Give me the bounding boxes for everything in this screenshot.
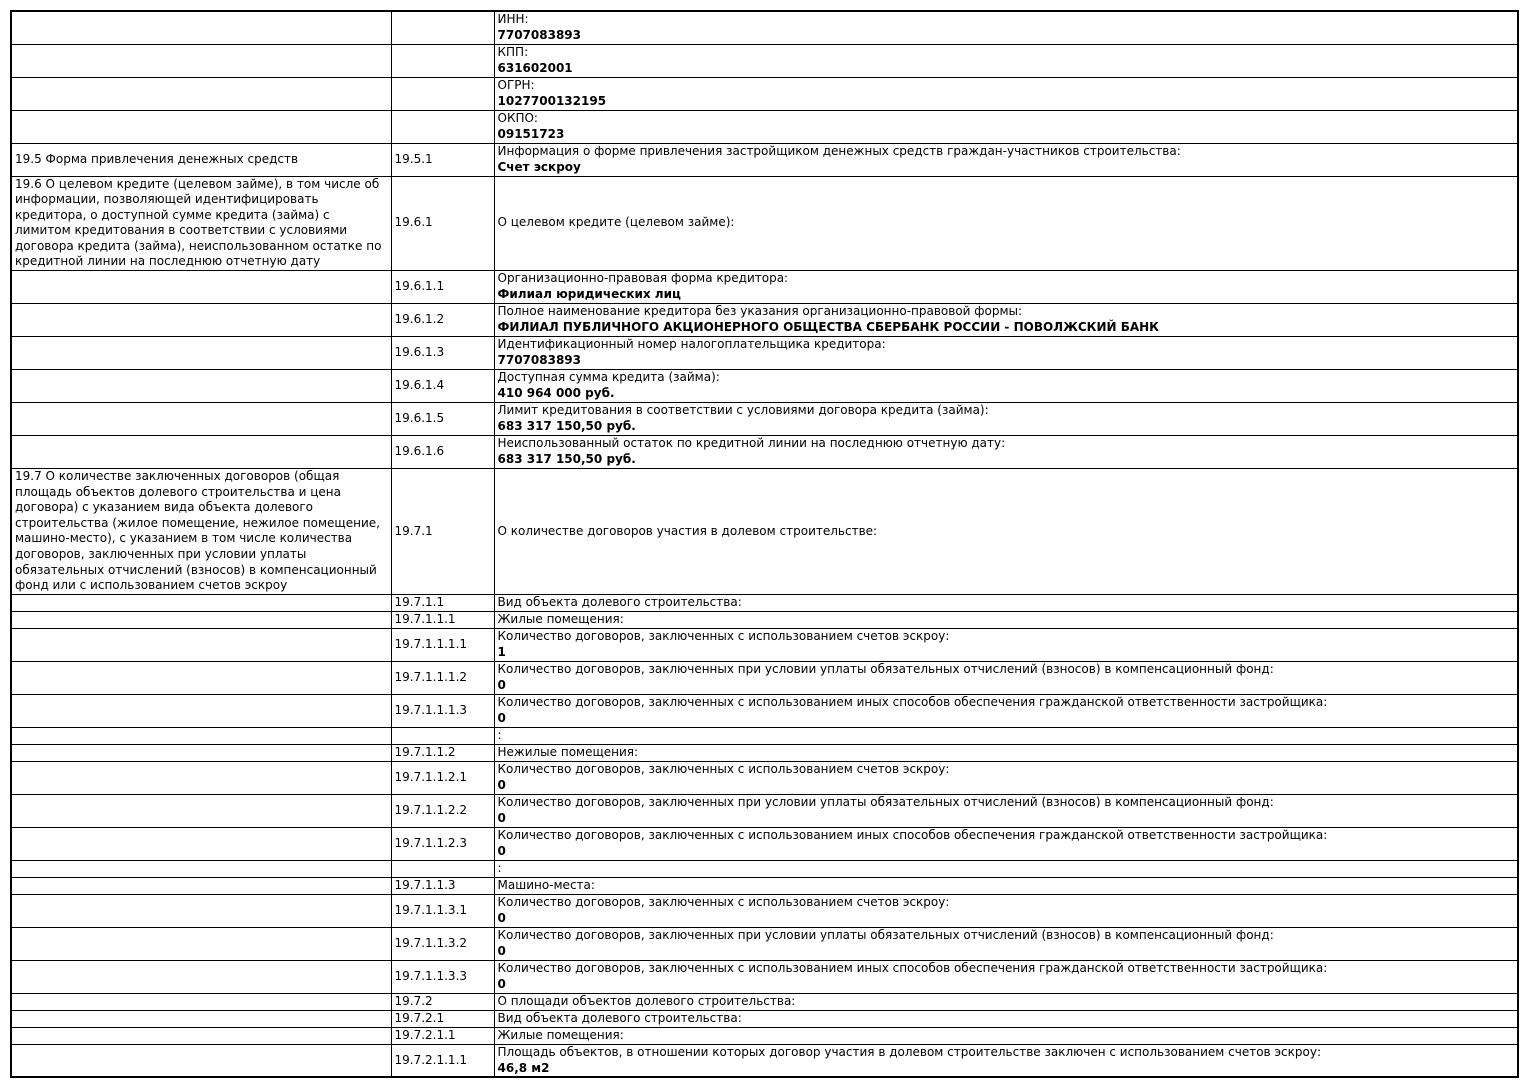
section-number: 19.7.1.1.3.3 [394, 969, 468, 984]
section-title-cell [11, 11, 391, 44]
section-title-cell [11, 110, 391, 143]
section-number: 19.7.1.1.2.3 [394, 836, 468, 851]
section-title-cell [11, 761, 391, 794]
field-label: Доступная сумма кредита (займа): [497, 370, 720, 385]
table-row [11, 469, 1518, 595]
field-value: 0 [497, 976, 506, 991]
section-title: 19.7 О количестве заключенных договоров (общая площадь объектов долевого строительства и цена договора) с указанием вида объекта долевого строительства (жилое помещение, нежилое помещение, машино-место), с указанием в том числе количества договоров, заключенных при условии уплаты обязательных отчислений (взносов) в компенсационный фонд или с использованием счетов эскроу [15, 469, 380, 593]
field-cell [494, 176, 1518, 271]
field-cell [494, 860, 1518, 877]
section-number-cell [391, 727, 494, 744]
table-row [11, 1044, 1518, 1077]
table-row [11, 176, 1518, 271]
field-label: ОГРН: [497, 77, 535, 92]
section-title-cell [11, 827, 391, 860]
field-label: Площадь объектов, в отношении которых договор участия в долевом строительстве заключен с использованием счетов эскроу: [497, 1044, 1321, 1059]
section-title-cell [11, 794, 391, 827]
field-value: 46,8 м2 [497, 1060, 550, 1075]
section-number-cell [391, 370, 494, 403]
field-value: 7707083893 [497, 353, 581, 368]
field-cell [494, 370, 1518, 403]
field-cell [494, 960, 1518, 993]
field-value: 1027700132195 [497, 93, 607, 108]
section-number-cell [391, 11, 494, 44]
field-label: Жилые помещения: [497, 612, 624, 627]
field-value: 410 964 000 руб. [497, 386, 615, 401]
declaration-table [10, 10, 1519, 1078]
table-row [11, 761, 1518, 794]
field-label: Лимит кредитования в соответствии с условиями договора кредита (займа): [497, 403, 989, 418]
section-title-cell [11, 1044, 391, 1077]
field-cell [494, 110, 1518, 143]
field-cell [494, 1010, 1518, 1027]
section-number-cell [391, 110, 494, 143]
field-label: Вид объекта долевого строительства: [497, 595, 742, 610]
field-cell [494, 469, 1518, 595]
field-cell [494, 894, 1518, 927]
table-row [11, 661, 1518, 694]
table-row [11, 993, 1518, 1010]
section-number: 19.7.2 [394, 994, 433, 1009]
section-title-cell [11, 594, 391, 611]
section-number: 19.6.1.5 [394, 411, 445, 426]
field-cell [494, 44, 1518, 77]
field-value: 0 [497, 810, 506, 825]
section-title-cell [11, 469, 391, 595]
section-number-cell [391, 761, 494, 794]
section-number-cell [391, 628, 494, 661]
table-row [11, 1027, 1518, 1044]
field-label: Полное наименование кредитора без указания организационно-правовой формы: [497, 304, 1023, 319]
section-number: 19.7.1.1.1.2 [394, 670, 468, 685]
section-number-cell [391, 1027, 494, 1044]
table-row [11, 436, 1518, 469]
table-row [11, 727, 1518, 744]
section-title-cell [11, 960, 391, 993]
section-number-cell [391, 176, 494, 271]
table-row [11, 403, 1518, 436]
table-row [11, 960, 1518, 993]
field-cell [494, 436, 1518, 469]
section-title-cell [11, 271, 391, 304]
field-cell [494, 1027, 1518, 1044]
section-number: 19.6.1.1 [394, 279, 445, 294]
field-cell [494, 143, 1518, 176]
field-value: 0 [497, 677, 506, 692]
section-number-cell [391, 744, 494, 761]
table-row [11, 304, 1518, 337]
section-title-cell [11, 1010, 391, 1027]
field-cell [494, 927, 1518, 960]
field-cell [494, 877, 1518, 894]
section-number: 19.7.2.1.1 [394, 1028, 456, 1043]
section-title-cell [11, 744, 391, 761]
table-row [11, 694, 1518, 727]
section-number: 19.7.1.1.2.1 [394, 770, 468, 785]
section-title-cell [11, 403, 391, 436]
field-label: : [497, 861, 502, 876]
section-number-cell [391, 44, 494, 77]
section-title-cell [11, 370, 391, 403]
field-label: Количество договоров, заключенных при условии уплаты обязательных отчислений (взносов) в компенсационный фонд: [497, 795, 1274, 810]
field-cell [494, 661, 1518, 694]
table-row [11, 827, 1518, 860]
field-value: 683 317 150,50 руб. [497, 452, 636, 467]
section-number-cell [391, 827, 494, 860]
field-value: 1 [497, 644, 506, 659]
section-title-cell [11, 44, 391, 77]
field-value: 7707083893 [497, 27, 581, 42]
field-label: ОКПО: [497, 110, 538, 125]
field-cell [494, 271, 1518, 304]
field-value: Филиал юридических лиц [497, 287, 681, 302]
table-row [11, 877, 1518, 894]
field-cell [494, 403, 1518, 436]
field-cell [494, 744, 1518, 761]
field-value: 0 [497, 710, 506, 725]
field-label: Количество договоров, заключенных с использованием иных способов обеспечения гражданской ответственности застройщика: [497, 695, 1328, 710]
field-cell [494, 827, 1518, 860]
table-row [11, 744, 1518, 761]
section-title-cell [11, 661, 391, 694]
section-title-cell [11, 877, 391, 894]
table-row [11, 370, 1518, 403]
field-label: Количество договоров, заключенных с использованием иных способов обеспечения гражданской ответственности застройщика: [497, 961, 1328, 976]
field-value: Счет эскроу [497, 159, 581, 174]
field-label: Количество договоров, заключенных с использованием иных способов обеспечения гражданской ответственности застройщика: [497, 828, 1328, 843]
section-title-cell [11, 993, 391, 1010]
section-number: 19.7.1.1.2 [394, 745, 456, 760]
field-value: 0 [497, 910, 506, 925]
section-title-cell [11, 176, 391, 271]
section-number: 19.6.1.4 [394, 378, 445, 393]
section-number-cell [391, 894, 494, 927]
field-label: Жилые помещения: [497, 1028, 624, 1043]
table-row [11, 794, 1518, 827]
table-row [11, 143, 1518, 176]
table-row [11, 628, 1518, 661]
field-cell [494, 304, 1518, 337]
table-row [11, 611, 1518, 628]
section-number: 19.7.1.1.3 [394, 878, 456, 893]
field-label: КПП: [497, 44, 529, 59]
section-title-cell [11, 436, 391, 469]
table-row [11, 11, 1518, 44]
field-label: О площади объектов долевого строительства: [497, 994, 796, 1009]
field-cell [494, 337, 1518, 370]
field-label: Организационно-правовая форма кредитора: [497, 271, 789, 286]
field-label: Неиспользованный остаток по кредитной линии на последнюю отчетную дату: [497, 436, 1006, 451]
section-number-cell [391, 304, 494, 337]
field-label: Нежилые помещения: [497, 745, 639, 760]
table-row [11, 594, 1518, 611]
field-cell [494, 628, 1518, 661]
field-label: О количестве договоров участия в долевом строительстве: [497, 523, 878, 538]
section-number-cell [391, 337, 494, 370]
field-cell [494, 611, 1518, 628]
section-number-cell [391, 927, 494, 960]
section-number: 19.6.1.3 [394, 345, 445, 360]
section-number: 19.7.1 [394, 523, 433, 538]
section-title: 19.5 Форма привлечения денежных средств [15, 151, 299, 166]
field-label: Количество договоров, заключенных с использованием счетов эскроу: [497, 895, 950, 910]
section-number: 19.7.1.1.1.3 [394, 703, 468, 718]
section-number-cell [391, 611, 494, 628]
table-row [11, 337, 1518, 370]
section-number-cell [391, 993, 494, 1010]
field-label: Идентификационный номер налогоплательщика кредитора: [497, 337, 886, 352]
section-title-cell [11, 894, 391, 927]
field-cell [494, 1044, 1518, 1077]
declaration-table-body [11, 11, 1518, 1077]
field-value: ФИЛИАЛ ПУБЛИЧНОГО АКЦИОНЕРНОГО ОБЩЕСТВА СБЕРБАНК РОССИИ - ПОВОЛЖСКИЙ БАНК [497, 320, 1159, 335]
section-number-cell [391, 860, 494, 877]
section-title-cell [11, 143, 391, 176]
field-label: ИНН: [497, 12, 529, 27]
field-cell [494, 794, 1518, 827]
field-label: Количество договоров, заключенных при условии уплаты обязательных отчислений (взносов) в компенсационный фонд: [497, 662, 1274, 677]
field-value: 09151723 [497, 126, 565, 141]
section-title-cell [11, 337, 391, 370]
section-number-cell [391, 1044, 494, 1077]
section-title-cell [11, 1027, 391, 1044]
field-value: 683 317 150,50 руб. [497, 419, 636, 434]
field-label: Количество договоров, заключенных при условии уплаты обязательных отчислений (взносов) в компенсационный фонд: [497, 928, 1274, 943]
field-value: 0 [497, 777, 506, 792]
section-number-cell [391, 1010, 494, 1027]
section-title: 19.6 О целевом кредите (целевом займе), в том числе об информации, позволяющей идентифицировать кредитора, о доступной сумме кредита (займа) с лимитом кредитования в соответствии с условиями договора кредита (займа), неиспользованном остатке по кредитной линии на последнюю отчетную дату [15, 176, 382, 269]
section-title-cell [11, 727, 391, 744]
field-cell [494, 993, 1518, 1010]
field-label: О целевом кредите (целевом займе): [497, 215, 735, 230]
field-value: 631602001 [497, 60, 573, 75]
section-number: 19.6.1.6 [394, 444, 445, 459]
section-number-cell [391, 77, 494, 110]
section-number-cell [391, 271, 494, 304]
table-row [11, 927, 1518, 960]
section-title-cell [11, 628, 391, 661]
section-number-cell [391, 877, 494, 894]
table-row [11, 77, 1518, 110]
section-title-cell [11, 611, 391, 628]
section-number-cell [391, 794, 494, 827]
field-cell [494, 761, 1518, 794]
field-cell [494, 77, 1518, 110]
section-number-cell [391, 594, 494, 611]
section-title-cell [11, 860, 391, 877]
section-title-cell [11, 77, 391, 110]
section-number: 19.7.1.1.3.2 [394, 936, 468, 951]
field-label: Количество договоров, заключенных с использованием счетов эскроу: [497, 762, 950, 777]
section-number: 19.6.1 [394, 215, 433, 230]
field-value: 0 [497, 843, 506, 858]
section-title-cell [11, 694, 391, 727]
section-number: 19.7.2.1.1.1 [394, 1052, 468, 1067]
section-number-cell [391, 436, 494, 469]
table-row [11, 271, 1518, 304]
field-label: Машино-места: [497, 878, 595, 893]
table-row [11, 44, 1518, 77]
section-number-cell [391, 469, 494, 595]
field-label: Количество договоров, заключенных с использованием счетов эскроу: [497, 629, 950, 644]
field-label: Информация о форме привлечения застройщиком денежных средств граждан-участников строительства: [497, 143, 1181, 158]
section-number: 19.6.1.2 [394, 312, 445, 327]
section-number: 19.7.1.1.3.1 [394, 903, 468, 918]
field-label: Вид объекта долевого строительства: [497, 1011, 742, 1026]
table-row [11, 110, 1518, 143]
section-number: 19.7.2.1 [394, 1011, 445, 1026]
field-cell [494, 694, 1518, 727]
section-number: 19.5.1 [394, 151, 433, 166]
field-cell [494, 594, 1518, 611]
table-row [11, 894, 1518, 927]
section-number-cell [391, 694, 494, 727]
section-number: 19.7.1.1.2.2 [394, 803, 468, 818]
section-number-cell [391, 960, 494, 993]
section-title-cell [11, 304, 391, 337]
section-number-cell [391, 403, 494, 436]
section-number-cell [391, 661, 494, 694]
section-number-cell [391, 143, 494, 176]
field-cell [494, 727, 1518, 744]
section-number: 19.7.1.1.1.1 [394, 637, 468, 652]
table-row [11, 1010, 1518, 1027]
field-cell [494, 11, 1518, 44]
section-number: 19.7.1.1.1 [394, 612, 456, 627]
section-number: 19.7.1.1 [394, 595, 445, 610]
table-row [11, 860, 1518, 877]
field-value: 0 [497, 943, 506, 958]
field-label: : [497, 728, 502, 743]
section-title-cell [11, 927, 391, 960]
